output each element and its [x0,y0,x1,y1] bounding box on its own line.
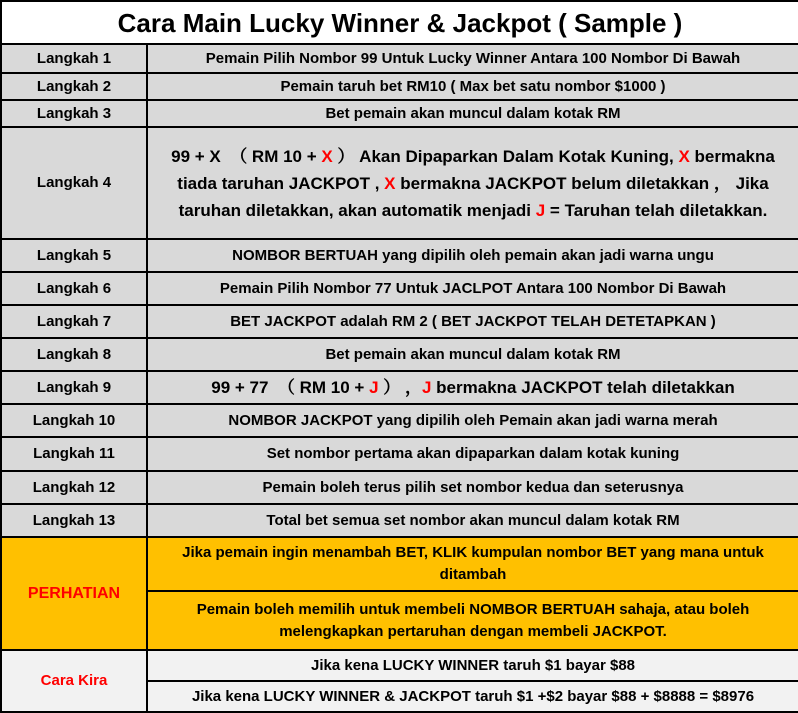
step-text: NOMBOR JACKPOT yang dipilih oleh Pemain akan jadi warna merah [147,404,798,437]
cara-kira-line: Jika kena LUCKY WINNER & JACKPOT taruh $1 +$2 bayar $88 + $8888 = $8976 [147,681,798,712]
step-label: Langkah 2 [1,73,147,100]
step-row-3 [1,100,798,127]
step-row-11 [1,437,798,471]
page-title: Cara Main Lucky Winner & Jackpot ( Sample ) [1,1,798,44]
x-marker: X [321,146,333,166]
cara-kira-line: Jika kena LUCKY WINNER taruh $1 bayar $88 [147,650,798,681]
step-text [147,371,798,404]
step-text: BET JACKPOT adalah RM 2 ( BET JACKPOT TELAH DETETAPKAN ) [147,305,798,338]
step-text: Pemain Pilih Nombor 99 Untuk Lucky Winner Antara 100 Nombor Di Bawah [147,44,798,73]
step-label: Langkah 5 [1,239,147,272]
text-part: bermakna JACKPOT belum diletakkan ， Jika taruhan diletakkan, akan automatik menjadi [178,173,769,220]
text-part: bermakna JACKPOT telah diletakkan [431,378,735,397]
step-label: Langkah 13 [1,504,147,537]
step-label: Langkah 10 [1,404,147,437]
j-marker: J [421,378,432,397]
x-marker: X [678,146,690,166]
step-label: Langkah 4 [1,127,147,239]
step-text: Total bet semua set nombor akan muncul dalam kotak RM [147,504,798,537]
step-text: Pemain boleh terus pilih set nombor kedua dan seterusnya [147,471,798,504]
step-text: Bet pemain akan muncul dalam kotak RM [147,338,798,371]
text-part: bermakna tiada taruhan JACKPOT , [177,146,775,193]
step-row-12 [1,471,798,504]
step-label: Langkah 8 [1,338,147,371]
step-row-4 [1,127,798,239]
step-row-2 [1,73,798,100]
perhatian-label: PERHATIAN [1,537,147,650]
perhatian-note: Jika pemain ingin menambah BET, KLIK kumpulan nombor BET yang mana untuk ditambah [147,537,798,591]
perhatian-row-1 [1,537,798,591]
x-marker: X [384,173,396,193]
step-label: Langkah 3 [1,100,147,127]
text-part: = Taruhan telah diletakkan. [545,200,768,220]
perhatian-note: Pemain boleh memilih untuk membeli NOMBOR BERTUAH sahaja, atau boleh melengkapkan pertaruhan dengan membeli JACKPOT. [147,591,798,650]
step-label: Langkah 1 [1,44,147,73]
step-label: Langkah 6 [1,272,147,305]
step-row-10 [1,404,798,437]
j-marker: J [369,378,379,397]
step-row-13 [1,504,798,537]
step-text: Bet pemain akan muncul dalam kotak RM [147,100,798,127]
step-row-1 [1,44,798,73]
step-text [147,127,798,239]
cara-kira-row-1 [1,650,798,681]
step-row-8 [1,338,798,371]
text-part: 99 + X （ RM 10 + [171,146,322,166]
j-marker: J [535,200,546,220]
step-label: Langkah 9 [1,371,147,404]
step-text: Pemain Pilih Nombor 77 Untuk JACLPOT Antara 100 Nombor Di Bawah [147,272,798,305]
step-row-9 [1,371,798,404]
step-label: Langkah 11 [1,437,147,471]
step-row-7 [1,305,798,338]
text-part: ） ， [378,378,422,397]
step-text: NOMBOR BERTUAH yang dipilih oleh pemain akan jadi warna ungu [147,239,798,272]
text-part: 99 + 77 （ RM 10 + [211,378,370,397]
step-text: Set nombor pertama akan dipaparkan dalam kotak kuning [147,437,798,471]
step-label: Langkah 12 [1,471,147,504]
cara-kira-label: Cara Kira [1,650,147,712]
step-row-6 [1,272,798,305]
step-row-5 [1,239,798,272]
step-label: Langkah 7 [1,305,147,338]
step-text: Pemain taruh bet RM10 ( Max bet satu nombor $1000 ) [147,73,798,100]
text-part: ） Akan Dipaparkan Dalam Kotak Kuning, [332,146,679,166]
